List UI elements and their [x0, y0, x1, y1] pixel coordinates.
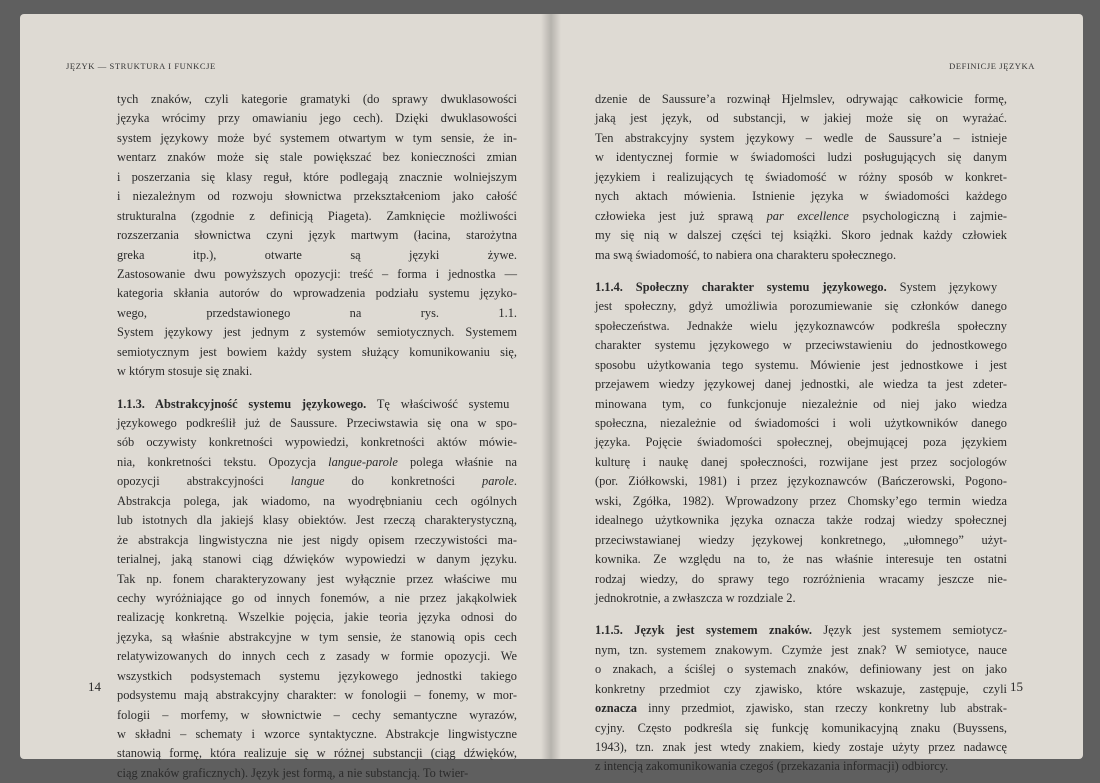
text-run: kulturę i naukę danej społeczności, rozwijane jest przez socjologów: [595, 454, 1007, 469]
text-run: jest społeczny, gdyż umożliwia porozumiewanie się członków danego: [595, 299, 1007, 314]
text-line: [117, 168, 517, 187]
text-run: wski, Zgółka, 1982). Wprowadzony przez Chomsky’ego termin wiedza: [595, 493, 1007, 508]
text-line: [117, 472, 517, 491]
text-line: [117, 343, 517, 362]
text-line: [117, 226, 517, 245]
text-line: [117, 589, 517, 608]
text-line: [117, 570, 517, 589]
text-run: w identycznej formie w świadomości ludzi posługujących się danym: [595, 150, 1007, 165]
bold-run: oznacza: [595, 701, 637, 716]
italic-run: langue: [290, 474, 325, 489]
text-line: [117, 550, 517, 569]
text-line: [595, 621, 1007, 640]
text-run: nia, konkretności tekstu. Opozycja: [117, 454, 329, 469]
text-run: języka wrócimy przy omawianiu jego cech). Dzięki dwuklasowości: [117, 111, 517, 126]
text-line: [595, 129, 1007, 148]
text-line: [117, 265, 517, 284]
text-run: i niezależnym od rozwoju słownictwa przekształceniom jako całość: [117, 189, 517, 204]
text-line: [595, 414, 1007, 433]
text-run: wentarz znaków może się stale powiększać bez konieczności zmian: [117, 150, 517, 165]
text-line: [117, 764, 517, 783]
text-run: polega właśnie na: [397, 454, 517, 469]
page-number-left: 14: [88, 679, 101, 694]
left-page-text: [117, 90, 517, 783]
text-line: [595, 738, 1007, 757]
text-line: [595, 246, 1007, 265]
text-run: przejawem wiedzy językowej danej jednostki, ale wiedza ta jest zdeter-: [595, 377, 1007, 392]
text-line: [117, 148, 517, 167]
text-line: [117, 492, 517, 511]
text-run: lub istotnych dla jakiejś klasy obiektów. Jest rzeczą charakterystyczną,: [117, 513, 517, 528]
text-line: [117, 304, 517, 323]
italic-run: langue-parole: [328, 454, 398, 469]
text-run: fologii – morfemy, w słownictwie – cechy semantyczne wyrazów,: [117, 707, 517, 722]
text-line: [595, 90, 1007, 109]
text-run: podsystemu mają abstrakcyjny charakter: w fonologii – fonemy, w mor-: [117, 688, 517, 703]
text-run: Tak np. fonem charakteryzowany jest wyłącznie przez właściwe mu: [117, 571, 517, 586]
running-head-right: DEFINICJE JĘZYKA: [949, 61, 1035, 71]
italic-run: parole: [482, 474, 514, 489]
text-run: (por. Ziółkowski, 1981) i przez językoznawców (Bańczerowski, Pogono-: [595, 474, 1007, 489]
text-run: minowana tym, co funkcjonuje niezależnie od niej jako wiedza: [595, 396, 1007, 411]
text-run: stanowią formę, która realizuje się w różnej substancji (ciąg dźwięków,: [117, 746, 517, 761]
text-run: inny przedmiot, zjawisko, stan rzeczy konkretny lub abstrak-: [636, 701, 1007, 716]
text-run: ciąg znaków graficznych). Język jest formą, a nie substancją. To twier-: [117, 765, 469, 780]
text-line: [117, 207, 517, 226]
text-line: [595, 187, 1007, 206]
text-run: wego, przedstawionego na rys. 1.1.: [117, 305, 517, 320]
text-line: [595, 226, 1007, 245]
text-run: Abstrakcja polega, jak wiadomo, na wyodrębnianiu cech ogólnych: [117, 493, 517, 508]
text-line: [117, 187, 517, 206]
text-line: [595, 109, 1007, 128]
text-line: [595, 660, 1007, 679]
bold-run: 1.1.5. Język jest systemem znaków.: [595, 623, 813, 638]
text-run: my się nią w dalszej części tej książki. Skoro jednak każdy człowiek: [595, 228, 1007, 243]
text-run: system językowy może być systemem otwartym w tym sensie, że in-: [117, 130, 517, 145]
text-run: języka. Pojęcie świadomości społecznej, obejmującej poza językiem: [595, 435, 1007, 450]
text-run: .: [513, 474, 517, 489]
text-run: w składni – schematy i wzorce syntaktyczne. Abstrakcje lingwistyczne: [117, 727, 517, 741]
text-run: kategoria skłania autorów do wprowadzenia podziału systemu języko-: [117, 286, 517, 301]
right-page-text: [595, 90, 1007, 777]
page-number-right: 15: [1010, 679, 1023, 694]
paragraph-gap: [117, 382, 517, 395]
text-line: [595, 278, 1007, 297]
text-run: greka itp.), otwarte są języki żywe.: [117, 247, 517, 262]
text-line: [595, 395, 1007, 414]
text-line: [595, 375, 1007, 394]
text-run: człowieka jest już sprawą: [595, 208, 767, 223]
text-run: i poszerzania się klasy reguł, które podlegają znacznie wolniejszym: [117, 169, 517, 184]
text-run: Zastosowanie dwu powyższych opozycji: treść – forma i jednostka —: [117, 266, 517, 281]
text-line: [117, 284, 517, 303]
text-line: [117, 129, 517, 148]
text-line: [117, 744, 517, 763]
text-run: sób oczywisty konkretności wypowiedzi, konkretności aktów mówie-: [117, 435, 517, 450]
text-run: System językowy: [886, 279, 998, 294]
text-run: System językowy jest jednym z systemów semiotycznych. Systemem: [117, 325, 517, 340]
text-line: [595, 472, 1007, 491]
text-run: sposobu użytkowania tego systemu. Mówienie jest jednostkowe i jest: [595, 357, 1007, 372]
text-line: [117, 323, 517, 342]
text-line: [117, 667, 517, 686]
text-line: [117, 725, 517, 744]
text-run: konkretny przedmiot czy zjawisko, które wskazuje, zastępuje, czyli: [595, 681, 1007, 696]
text-run: że abstrakcja lingwistyczna nie jest nigdy opisem rzeczywistości ma-: [117, 532, 517, 547]
text-run: jednokrotnie, a zwłaszcza w rozdziale 2.: [595, 590, 796, 605]
text-run: społeczna, niezależnie od świadomości i woli użytkowników danego: [595, 416, 1007, 430]
text-run: w którym stosuje się znaki.: [117, 364, 253, 379]
text-run: realizację konkretną. Wszelkie pojęcia, jakie teoria języka odnosi do: [117, 610, 517, 625]
text-run: cechy wyróżniające go od innych fonemów, a nie przez jakąkolwiek: [117, 590, 517, 605]
text-line: [117, 90, 517, 109]
text-line: [117, 608, 517, 627]
text-run: terialnej, jaką stanowi ciąg dźwięków wypowiedzi w danym języku.: [117, 552, 517, 567]
text-line: [595, 511, 1007, 530]
text-line: [117, 531, 517, 550]
text-line: [117, 414, 517, 433]
text-run: charakter systemu językowego w przeciwstawieniu do jednostkowego: [595, 338, 1007, 353]
text-run: kownika. Ze względu na to, że nas właśnie interesuje ten ostatni: [595, 552, 1007, 567]
text-line: [595, 757, 1007, 776]
text-run: semiotycznym jest bowiem każdy system służący komunikowaniu się,: [117, 344, 517, 359]
text-line: [117, 109, 517, 128]
text-run: dzenie de Saussure’a rozwinął Hjelmslev, odrywając całkowicie formę,: [595, 92, 1007, 106]
text-run: Język jest systemem semiotycz-: [812, 623, 1007, 638]
text-line: [117, 686, 517, 705]
left-page: [20, 14, 551, 780]
text-run: językowego podkreślił już de Saussure. Przeciwstawia się ona w spo-: [117, 416, 517, 430]
text-run: jaką jest język, od substancji, w jakiej może się on wyrażać.: [595, 111, 1007, 126]
running-head-left: JĘZYK — STRUKTURA I FUNKCJE: [66, 61, 216, 71]
text-run: społeczeństwa. Jednakże wielu językoznawców podkreśla społeczny: [595, 318, 1007, 333]
text-line: [117, 433, 517, 452]
text-line: [117, 395, 517, 414]
text-run: nym, tzn. systemem znakowym. Czymże jest znak? W semiotyce, nauce: [595, 642, 1007, 657]
text-run: relatywizowanych do innych cech z zasady w formie opozycji. We: [117, 649, 517, 664]
text-run: tych znaków, czyli kategorie gramatyki (do sprawy dwuklasowości: [117, 92, 517, 106]
text-line: [595, 492, 1007, 511]
right-page: [551, 14, 1083, 774]
text-line: [595, 207, 1007, 226]
text-line: [595, 168, 1007, 187]
text-run: strukturalna (zgodnie z definicją Piageta). Zamknięcie możliwości: [117, 208, 517, 223]
italic-run: par excellence: [766, 208, 849, 223]
text-run: ma swą świadomość, to nabiera ona charakteru społecznego.: [595, 247, 897, 262]
text-line: [117, 511, 517, 530]
text-run: Ten abstrakcyjny system językowy – wedle de Saussure’a – istnieje: [595, 130, 1007, 145]
text-run: języka, są właśnie abstrakcyjne w tym sensie, że stanowią opis cech: [117, 629, 517, 644]
text-line: [117, 453, 517, 472]
text-run: Tę właściwość systemu: [366, 396, 510, 411]
text-line: [595, 699, 1007, 718]
bold-run: 1.1.3. Abstrakcyjność systemu językowego.: [117, 396, 367, 411]
text-line: [595, 317, 1007, 336]
text-line: [595, 531, 1007, 550]
text-run: nych aktach mówienia. Istnienie języka w świadomości każdego: [595, 189, 1007, 204]
text-line: [595, 453, 1007, 472]
text-line: [595, 680, 1007, 699]
paragraph-gap: [595, 265, 1007, 278]
text-line: [595, 356, 1007, 375]
text-run: do konkretności: [324, 474, 482, 489]
text-line: [595, 148, 1007, 167]
text-line: [595, 719, 1007, 738]
text-line: [595, 570, 1007, 589]
text-line: [595, 297, 1007, 316]
text-run: przeciwstawianej wiedzy językowej konkretnego, „ułomnego” użyt-: [595, 532, 1007, 547]
text-run: rodzaj wiedzy, do sprawy tego rozróżnienia wracamy jeszcze nie-: [595, 571, 1007, 586]
text-line: [117, 706, 517, 725]
text-line: [117, 647, 517, 666]
text-line: [595, 433, 1007, 452]
bold-run: 1.1.4. Społeczny charakter systemu językowego.: [595, 279, 887, 294]
text-line: [595, 589, 1007, 608]
text-run: 1943), tzn. znak jest wtedy znakiem, kiedy zostaje użyty przez nadawcę: [595, 740, 1007, 754]
text-line: [595, 550, 1007, 569]
text-run: cyjny. Często podkreśla się funkcję komunikacyjną znaku (Buyssens,: [595, 720, 1007, 735]
text-line: [117, 362, 517, 381]
text-run: opozycji abstrakcyjności: [117, 474, 291, 489]
text-line: [117, 628, 517, 647]
text-run: o znakach, a ściślej o systemach znaków, definiowany jest on jako: [595, 662, 1007, 677]
text-run: wszystkich podsystemach systemu językowego jednostki takiego: [117, 668, 517, 683]
text-line: [595, 641, 1007, 660]
text-run: rozszerzania słownictwa czyni język martwym (łacina, starożytna: [117, 228, 517, 243]
text-run: z intencją zakomunikowania czegoś (przekazania informacji) odbiorcy.: [595, 759, 949, 774]
text-line: [595, 336, 1007, 355]
text-line: [117, 246, 517, 265]
text-run: językiem i realizujących tę świadomość w różny sposób w konkret-: [595, 169, 1007, 184]
text-run: psychologiczną i zajmie-: [848, 208, 1007, 223]
text-run: idealnego użytkownika języka oznacza także rodzaj wiedzy społecznej: [595, 513, 1007, 528]
paragraph-gap: [595, 608, 1007, 621]
